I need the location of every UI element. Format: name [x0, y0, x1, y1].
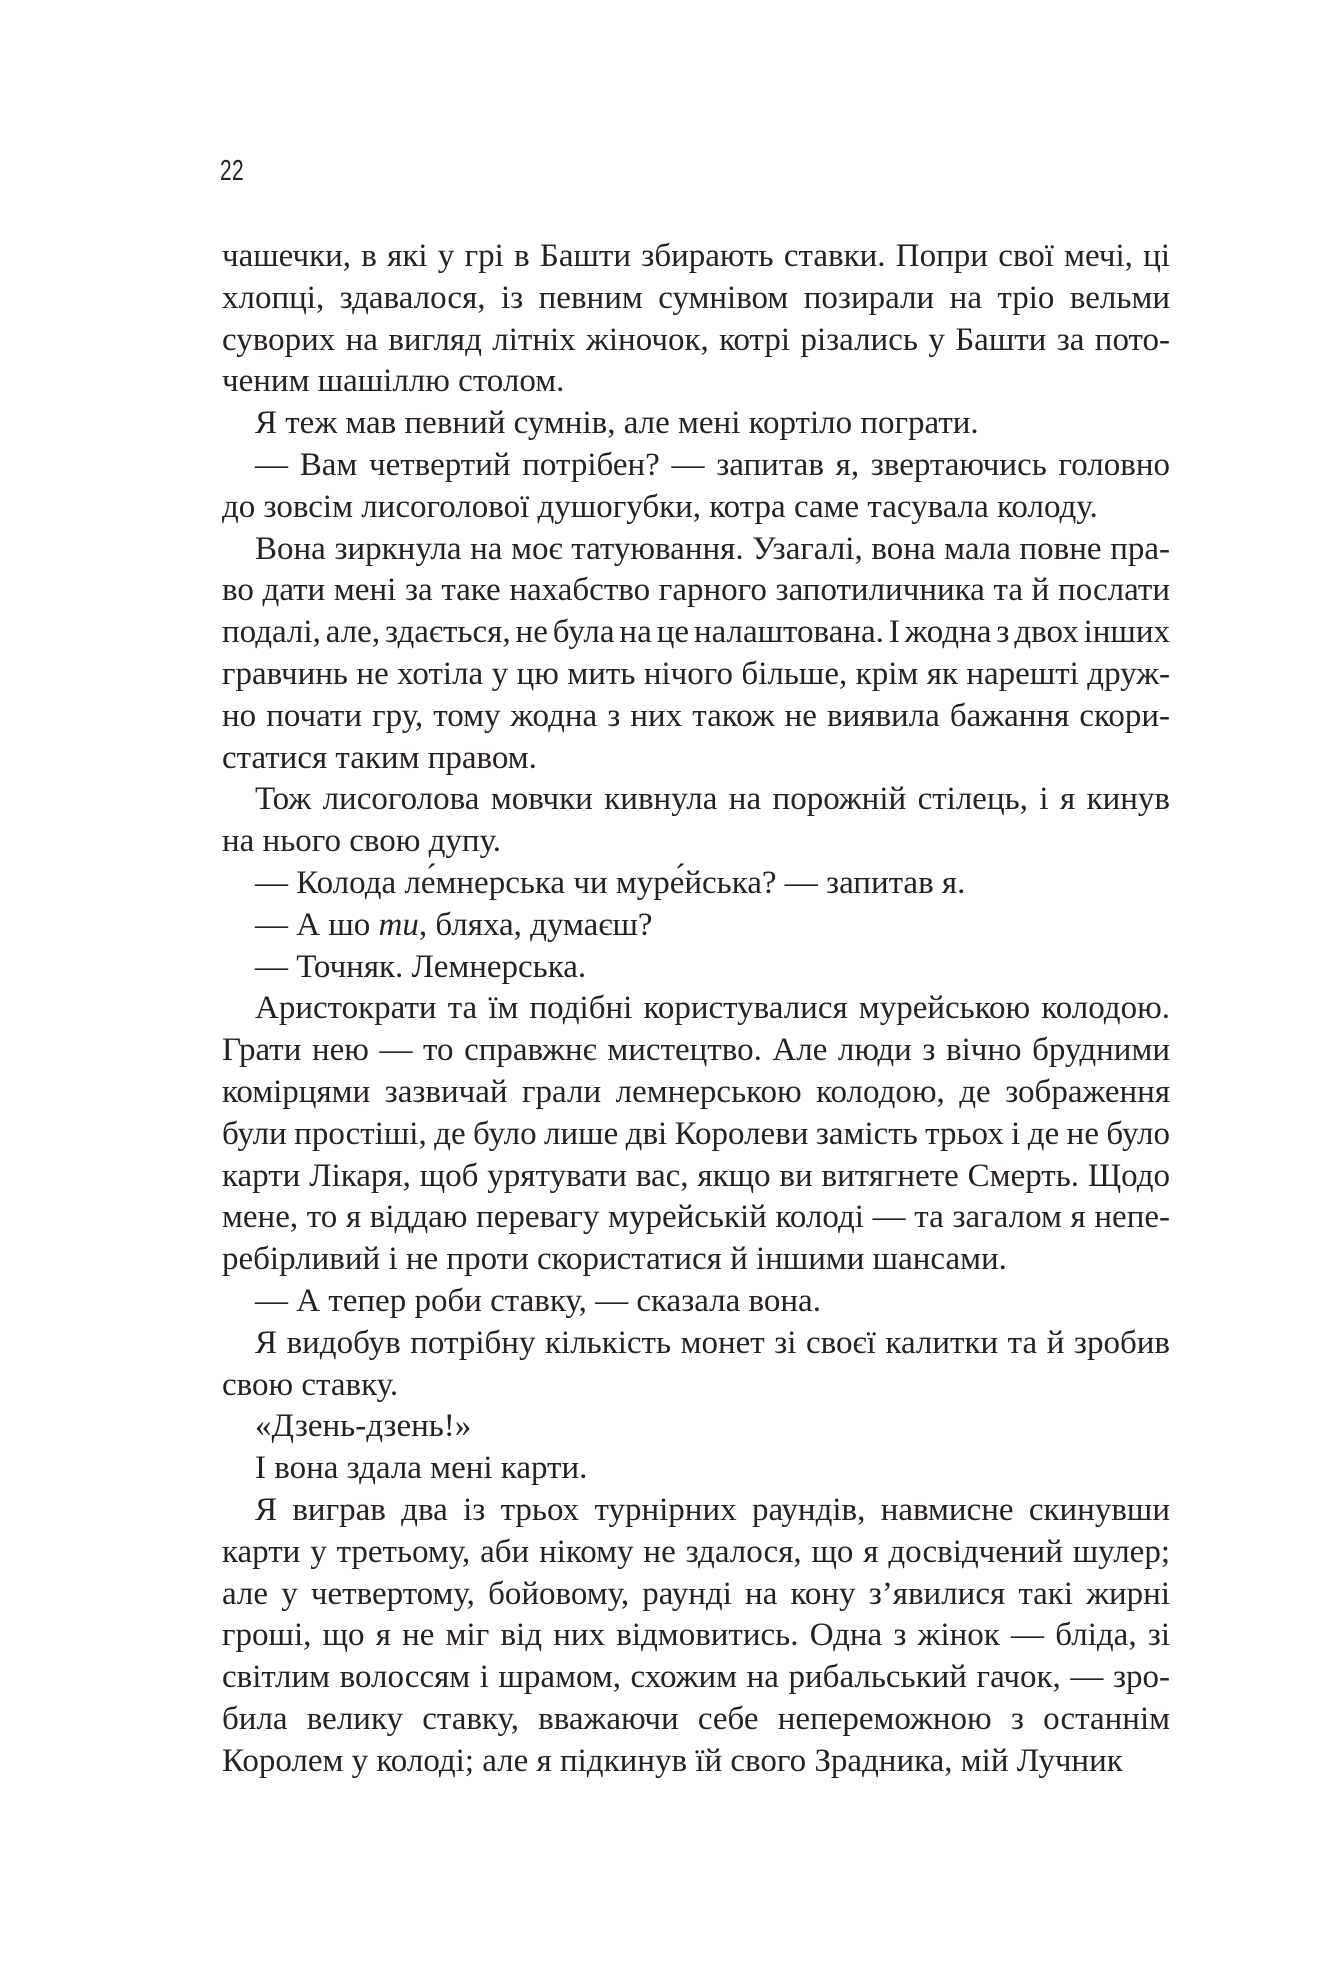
text-run: во дати мені за таке нахабство гарного запотиличника та й послати [222, 572, 1170, 609]
text-run: гравчинь не хотіла у цю мить нічого більше, крім як нарешті друж- [222, 655, 1170, 692]
text-line [222, 529, 1170, 571]
text-run: Я видобув потрібну кількість монет зі своєї калитки та й зробив [255, 1324, 1170, 1361]
text-line [222, 947, 1170, 989]
text-line [222, 696, 1170, 738]
text-line [222, 236, 1170, 278]
page-number: 22 [220, 155, 244, 187]
text-run: но почати гру, тому жодна з них також не виявила бажання скори- [222, 697, 1170, 734]
text-run: Грати нею — то справжнє мистецтво. Але люди з вічно брудними [222, 1032, 1170, 1069]
text-line [222, 821, 1170, 863]
text-line [222, 738, 1170, 780]
text-run: статися таким правом. [222, 739, 537, 776]
text-line [222, 361, 1170, 403]
text-run: — Колода ле́мнерська чи муре́йська? — запитав я. [255, 864, 966, 901]
text-run: до зовсім лисоголової душогубки, котра саме тасувала колоду. [222, 488, 1098, 525]
text-run: чашечки, в які у грі в Башти збирають ставки. Попри свої мечі, ці [222, 238, 1170, 274]
text-run: «Дзень-дзень!» [255, 1408, 472, 1445]
text-run: на нього свою дупу. [222, 823, 502, 860]
text-line [222, 1657, 1170, 1699]
text-line [222, 1281, 1170, 1323]
text-run: — А шо [255, 906, 379, 943]
text-run: суворих на вигляд літніх жіночок, котрі різались у Башти за пото- [222, 321, 1170, 358]
text-line [222, 863, 1170, 905]
text-line [222, 320, 1170, 362]
text-run: комірцями зазвичай грали лемнерською колодою, де зображення [222, 1073, 1170, 1110]
text-run: карти Лікаря, щоб урятувати вас, якщо ви витягнете Смерть. Щодо [222, 1157, 1170, 1194]
text-line [222, 1406, 1170, 1448]
text-line [222, 1532, 1170, 1574]
text-line [222, 905, 1170, 947]
text-line [222, 1239, 1170, 1281]
text-run: Королем у колоді; але я підкинув їй свого Зрадника, мій Лучник [222, 1742, 1123, 1779]
text-run: Я виграв два із трьох турнірних раундів, навмисне скинувши [255, 1491, 1170, 1528]
text-line [222, 403, 1170, 445]
text-run: хлопці, здавалося, із певним сумнівом позирали на тріо вельми [222, 279, 1170, 316]
text-run: свою ставку. [222, 1366, 399, 1403]
text-run: мене, то я віддаю перевагу мурейській колоді — та загалом я непе- [222, 1199, 1170, 1236]
text-line [222, 278, 1170, 320]
text-run: І вона здала мені карти. [255, 1450, 588, 1487]
text-line [222, 1030, 1170, 1072]
text-line [222, 1323, 1170, 1365]
text-run: Вона зиркнула на моє татуювання. Узагалі, вона мала повне пра- [255, 530, 1170, 567]
text-line [222, 1156, 1170, 1198]
text-run: подалі, але, здається, не була на це налаштована. І жодна з двох інших [222, 614, 1170, 651]
text-line [222, 779, 1170, 821]
text-line [222, 612, 1170, 654]
text-run: гроші, що я не міг від них відмовитись. Одна з жінок — бліда, зі [222, 1617, 1170, 1654]
text-run: — А тепер роби ставку, — сказала вона. [255, 1282, 821, 1319]
text-line [222, 1741, 1170, 1783]
text-run: карти у третьому, аби нікому не здалося, що я досвідчений шулер; [222, 1533, 1170, 1570]
text-run: Аристократи та їм подібні користувалися мурейською колодою. [255, 990, 1170, 1027]
text-run: — Вам четвертий потрібен? — запитав я, звертаючись головно [255, 446, 1170, 483]
text-line [222, 445, 1170, 487]
text-line [222, 1365, 1170, 1407]
text-line [222, 487, 1170, 529]
text-run: але у четвертому, бойовому, раунді на кону з’явилися такі жирні [222, 1575, 1170, 1612]
text-run: світлим волоссям і шрамом, схожим на рибальський гачок, — зро- [222, 1659, 1170, 1696]
text-run: , бляха, думаєш? [418, 906, 653, 943]
text-line [222, 1574, 1170, 1616]
text-line [222, 1072, 1170, 1114]
body-text [222, 236, 1170, 1782]
text-run: Тож лисоголова мовчки кивнула на порожній стілець, і я кинув [255, 781, 1170, 818]
text-line [222, 988, 1170, 1030]
text-run: були простіші, де було лише дві Королеви замість трьох і де не було [222, 1115, 1170, 1152]
text-line [222, 1699, 1170, 1741]
text-line [222, 1197, 1170, 1239]
text-run: ченим шашіллю столом. [222, 363, 565, 400]
text-line [222, 1448, 1170, 1490]
text-line [222, 654, 1170, 696]
text-line [222, 1114, 1170, 1156]
text-line [222, 1615, 1170, 1657]
text-run: ребірливий і не проти скористатися й іншими шансами. [222, 1241, 1007, 1278]
text-line [222, 570, 1170, 612]
text-run: била велику ставку, вважаючи себе непереможною з останнім [222, 1700, 1170, 1737]
text-run: — Точняк. Лемнерська. [255, 948, 587, 985]
text-run: Я теж мав певний сумнів, але мені кортіло пограти. [255, 405, 979, 442]
emphasized-word: ти [378, 906, 419, 943]
text-line [222, 1490, 1170, 1532]
